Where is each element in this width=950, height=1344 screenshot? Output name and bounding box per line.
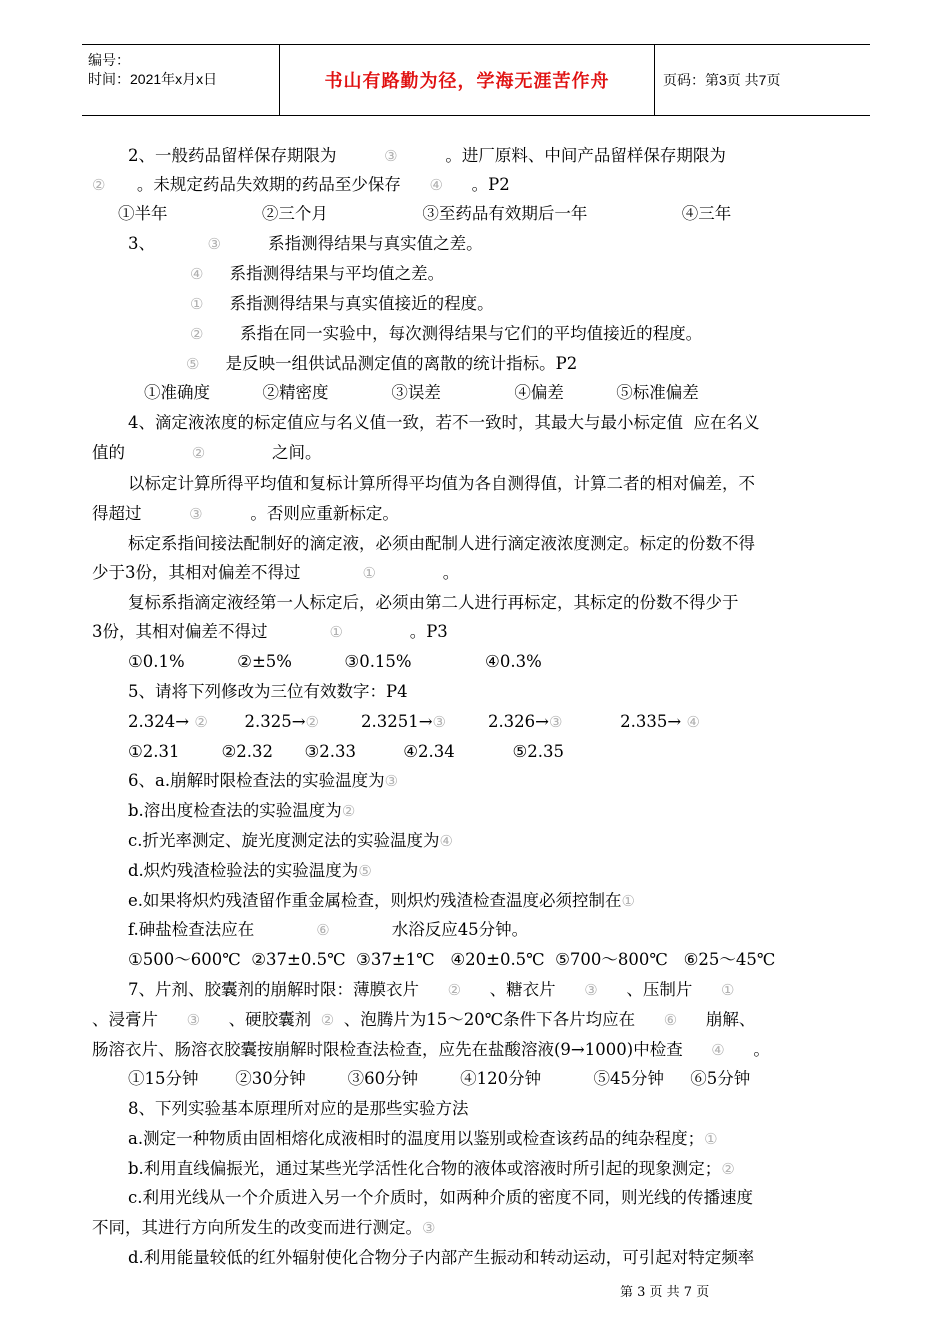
answer-mark: ② [194,713,208,731]
line-text: 之间。 [271,443,322,462]
answer-mark: ② [190,325,204,343]
line-text: 是反映一组供试品测定值的离散的统计指标。P2 [199,354,578,373]
answer-mark: ④ [686,713,700,731]
answer-mark: ③ [555,981,627,999]
text-line [190,263,444,285]
line-text: 、硬胶囊剂 [228,1010,312,1029]
line-text: 、压制片 [626,980,693,999]
text-line [128,1098,469,1120]
line-text: 系指测得结果与平均值之差。 [203,264,445,283]
line-text: 3、 [128,234,208,253]
line-text: 2.3251→ [319,712,433,731]
text-line [190,323,702,345]
text-line [128,770,398,792]
header-number-label: 编号： [88,52,130,68]
text-line [92,621,448,643]
line-text: 。进厂原料、中间产品留样保存期限为 [445,146,726,165]
text-line [92,174,510,196]
line-text: 7、片剂、胶囊剂的崩解时限：薄膜衣片 [128,980,419,999]
line-text: 崩解、 [705,1010,756,1029]
text-line [128,1068,750,1090]
answer-mark: ② [305,713,319,731]
line-text: 。未规定药品失效期的药品至少保存 [105,175,401,194]
answer-mark: ③ [141,505,251,523]
answer-mark: ⑤ [186,355,200,373]
line-text: ①2.31 ②2.32 ③2.33 ④2.34 ⑤2.35 [128,742,564,761]
line-text: 。P2 [471,175,510,194]
line-text: 6、a.崩解时限检查法的实验温度为 [128,771,385,790]
answer-mark: ⑤ [358,862,372,880]
line-text: 、糖衣片 [489,980,556,999]
line-text: 得超过 [92,504,142,523]
line-text: 。 [753,1040,770,1059]
line-text: 肠溶衣片、肠溶衣胶囊按崩解时限检查法检查，应先在盐酸溶液(9→1000)中检查 [92,1040,683,1059]
line-text: 复标系指滴定液经第一人标定后，必须由第二人进行再标定，其标定的份数不得少于 [128,593,739,612]
line-text: ①500～600℃ ②37±0.5℃ ③37±1℃ ④20±0.5℃ ⑤700～800℃ ⑥25～45℃ [128,950,776,969]
page-footer: 第 3 页 共 7 页 [620,1285,710,1300]
answer-mark: ① [692,981,735,999]
answer-mark: ① [621,892,635,910]
line-text: 2.326→ [445,712,550,731]
line-text: 。否则应重新标定。 [250,504,399,523]
line-text: 、浸膏片 [92,1010,158,1029]
answer-mark: ① [267,623,410,641]
text-line [92,1009,755,1031]
text-line [128,1158,735,1180]
answer-mark: ① [190,295,204,313]
answer-mark: ② [92,176,106,194]
line-text: c.利用光线从一个介质进入另一个介质时，如两种介质的密度不同，则光线的传播速度 [128,1188,753,1207]
line-text: 2.335→ [562,712,687,731]
text-line [128,979,734,1001]
text-line [128,681,408,703]
text-line [92,442,321,464]
line-text: c.折光率测定、旋光度测定法的实验温度为 [128,831,440,850]
answer-mark: ③ [207,235,221,253]
line-text: 值的 [92,443,125,462]
answer-mark: ⑥ [635,1011,706,1029]
text-line [128,533,755,555]
text-line [128,1187,753,1209]
text-line [128,651,542,673]
answer-mark: ⑥ [254,921,392,939]
line-text: ①准确度 ②精密度 ③误差 ④偏差 ⑤标准偏差 [144,383,699,402]
text-line [118,203,731,225]
answer-mark: ④ [400,176,472,194]
text-line [128,145,726,167]
header-page-label: 页码：第3页 共7页 [663,72,781,88]
text-line [128,919,528,941]
answer-mark: ① [300,564,443,582]
text-line [128,711,700,733]
text-line [128,1247,754,1269]
line-text: 5、请将下列修改为三位有效数字：P4 [128,682,408,701]
text-line [128,800,355,822]
line-text: 。 [442,563,460,582]
line-text: f.砷盐检查法应在 [128,920,255,939]
line-text: 水浴反应45分钟。 [391,920,529,939]
answer-mark: ③ [158,1011,229,1029]
text-line [186,353,577,375]
answer-mark: ③ [336,147,446,165]
answer-mark: ② [419,981,490,999]
answer-mark: ④ [190,265,204,283]
text-line [128,949,775,971]
answer-mark: ③ [422,1219,436,1237]
line-text: 以标定计算所得平均值和复标计算所得平均值为各自测得值，计算二者的相对偏差，不 [128,474,755,493]
line-text: 3份，其相对偏差不得过 [92,622,268,641]
page-header [82,44,870,116]
line-text: 2.325→ [207,712,306,731]
answer-mark: ③ [432,713,446,731]
text-line [92,562,459,584]
text-line [92,1217,435,1239]
text-line [128,233,483,255]
text-line [128,830,453,852]
text-line [128,860,372,882]
line-text: 。P3 [409,622,448,641]
text-line [92,503,399,525]
line-text: 、泡腾片为15～20℃条件下各片均应在 [343,1010,636,1029]
answer-mark: ② [125,444,272,462]
line-text: 少于3份，其相对偏差不得过 [92,563,301,582]
answer-mark: ① [704,1130,718,1148]
text-line [128,741,564,763]
line-text: ①0.1% ②±5% ③0.15% ④0.3% [128,652,542,671]
header-meta [82,45,280,115]
answer-mark: ④ [682,1041,754,1059]
answer-mark: ② [721,1160,735,1178]
answer-mark: ② [311,1011,344,1029]
line-text: d.炽灼残渣检验法的实验温度为 [128,861,359,880]
line-text: 4、滴定液浓度的标定值应与名义值一致，若不一致时，其最大与最小标定值 应在名义 [128,413,760,432]
text-line [190,293,494,315]
header-motto: 书山有路勤为径，学海无涯苦作舟 [280,45,655,115]
line-text: 系指测得结果与真实值之差。 [220,234,483,253]
line-text: 系指在同一实验中，每次测得结果与它们的平均值接近的程度。 [203,324,703,343]
line-text: 2、一般药品留样保存期限为 [128,146,337,165]
text-line [144,382,699,404]
text-line [128,1128,718,1150]
answer-mark: ③ [549,713,563,731]
line-text: 标定系指间接法配制好的滴定液，必须由配制人进行滴定液浓度测定。标定的份数不得 [128,534,755,553]
line-text: d.利用能量较低的红外辐射使化合物分子内部产生振动和转动运动，可引起对特定频率 [128,1248,755,1267]
header-date-label: 时间：2021年x月x日 [88,71,218,87]
answer-mark: ② [341,802,356,820]
line-text: b.利用直线偏振光，通过某些光学活性化合物的液体或溶液时所引起的现象测定； [128,1159,722,1178]
line-text: 8、下列实验基本原理所对应的是那些实验方法 [128,1099,469,1118]
line-text: 2.324→ [128,712,195,731]
line-text: ①15分钟 ②30分钟 ③60分钟 ④120分钟 ⑤45分钟 ⑥5分钟 [128,1069,751,1088]
line-text: 系指测得结果与真实值接近的程度。 [203,294,494,313]
text-line [128,592,739,614]
text-line [128,412,760,434]
line-text: e.如果将炽灼残渣留作重金属检查，则炽灼残渣检查温度必须控制在 [128,891,622,910]
line-text: 不同，其进行方向所发生的改变而进行测定。 [92,1218,422,1237]
text-line [128,473,755,495]
answer-mark: ③ [384,772,399,790]
text-line [92,1039,770,1061]
answer-mark: ④ [439,832,453,850]
line-text: a.测定一种物质由固相熔化成液相时的温度用以鉴别或检查该药品的纯杂程度； [128,1129,705,1148]
line-text: b.溶出度检查法的实验温度为 [128,801,342,820]
text-line [128,890,635,912]
line-text: ①半年 ②三个月 ③至药品有效期后一年 ④三年 [118,204,732,223]
